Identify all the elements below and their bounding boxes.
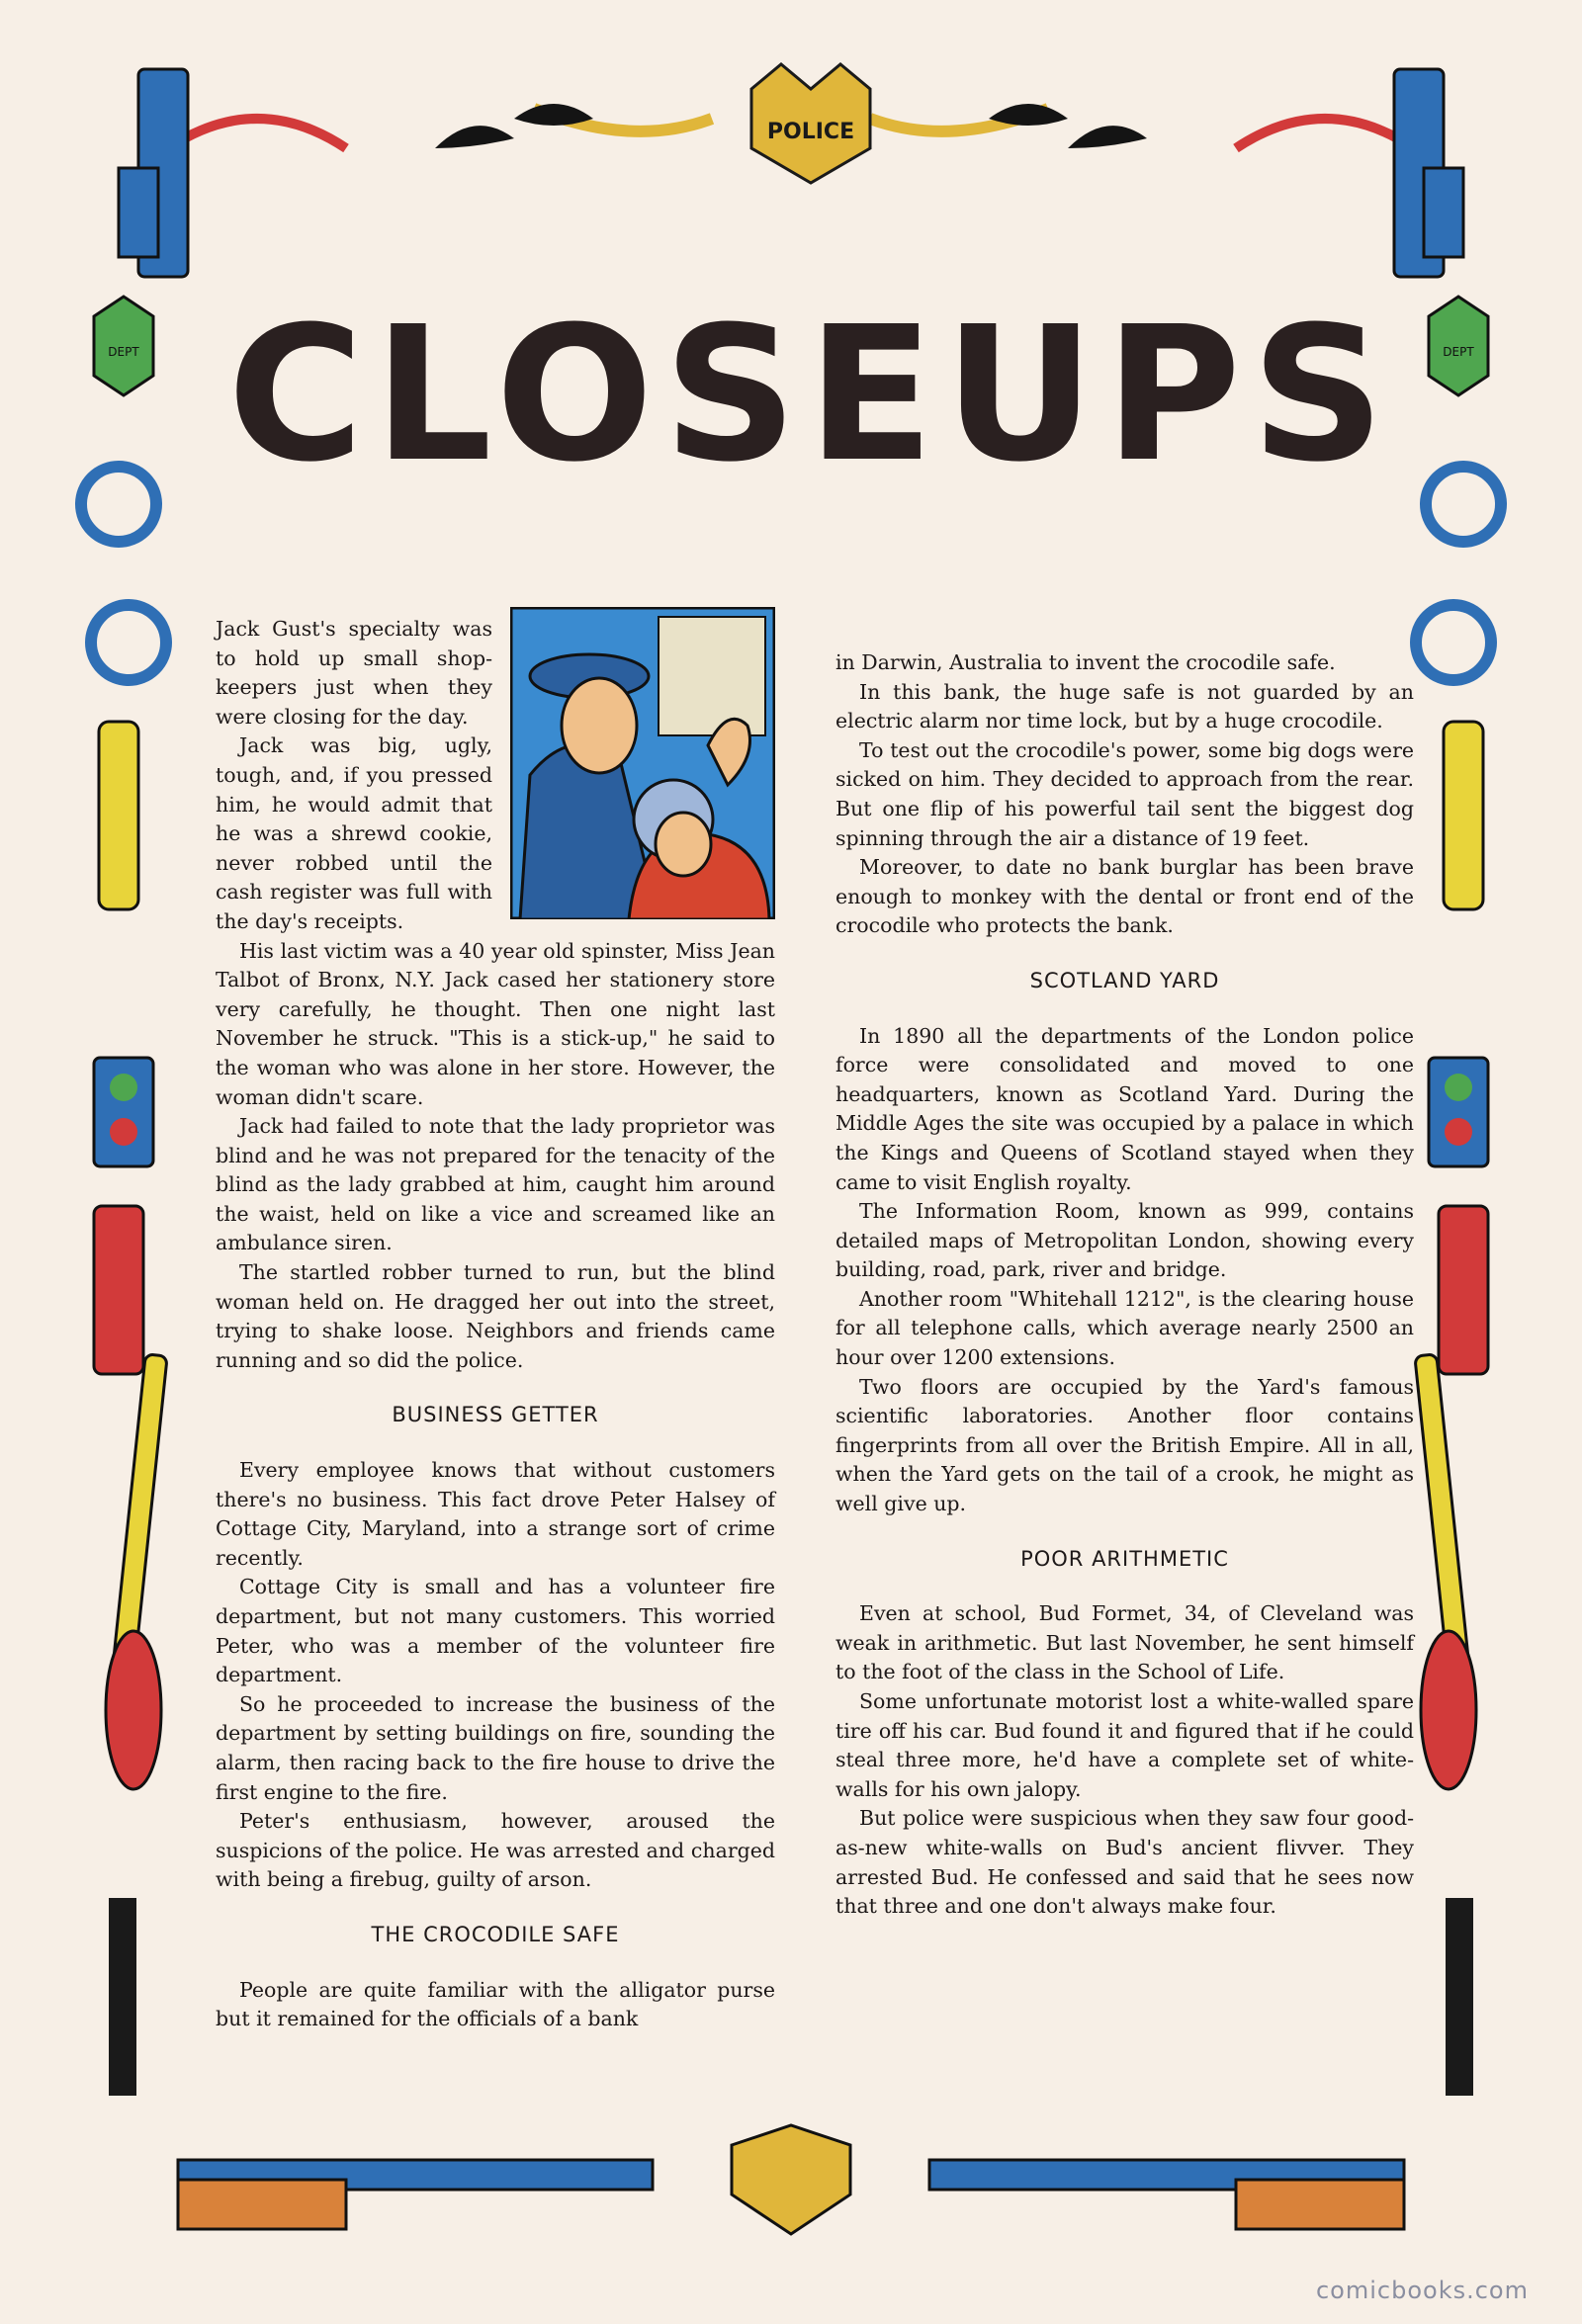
left-column bbox=[216, 615, 775, 2034]
left-badge-icon bbox=[94, 297, 153, 395]
robbery-illustration bbox=[510, 607, 775, 919]
story5-paragraph3: But police were suspicious when they saw four good-as-new white-walls on Bud's ancient flivver. They arrested Bud. He confessed and said that he sees now that three and one don't always make four. bbox=[835, 1806, 1414, 1919]
story3-paragraph3: To test out the crocodile's power, some big dogs were sicked on him. They decided to approach from the rear. But one flip of his powerful tail sent the biggest dog spinning through the air a distance of 19 feet. bbox=[835, 737, 1414, 850]
left-nightstick-icon bbox=[106, 1354, 167, 1789]
story3-heading: THE CROCODILE SAFE bbox=[371, 1922, 620, 1946]
story2-paragraph3: So he proceeded to increase the business of the department by setting buildings on fire, sounding the alarm, then racing back to the fire house to drive the first engine to the fire. bbox=[216, 1691, 775, 1804]
story1-paragraph2: Jack was big, ugly, tough, and, if you pressed him, he would admit that he was a shrewd cookie, never robbed until the cash register was full with the day's receipts. bbox=[216, 733, 492, 933]
story4-paragraph4: Two floors are occupied by the Yard's famous scientific laboratories. Another floor contains fingerprints from all over the British Empire. All in all, when the Yard gets on the tail of a crook, he might as well give up. bbox=[835, 1374, 1414, 1516]
story2-paragraph4: Peter's enthusiasm, however, aroused the suspicions of the police. He was arrested and charged with being a firebug, guilty of arson. bbox=[216, 1809, 775, 1892]
story2-paragraph2: Cottage City is small and has a volunteer fire department, but not many customers. This worried Peter, who was a member of the volunteer fire department. bbox=[216, 1575, 775, 1687]
story1-paragraph4: Jack had failed to note that the lady proprietor was blind and he was not prepared for the tenacity of the blind as the lady grabbed at him, caught him around the waist, held on like a vice and screamed like an ambulance siren. bbox=[216, 1114, 775, 1255]
story5-paragraph2: Some unfortunate motorist lost a white-walled spare tire off his car. Bud found it and figured that if he could steal three more, he'd have a complete set of white-walls for his own jalopy. bbox=[835, 1689, 1414, 1801]
badge-label: POLICE bbox=[766, 120, 855, 144]
story1-paragraph3: His last victim was a 40 year old spinster, Miss Jean Talbot of Bronx, N.Y. Jack cased her stationery store very carefully, he thought. Then one night last November he struck. "This is a stick-up," he said to the woman who was alone in her store. However, the woman didn't scare. bbox=[216, 938, 775, 1109]
story2-paragraph1: Every employee knows that without customers there's no business. This fact drove Peter Halsey of Cottage City, Maryland, into a strange sort of crime recently. bbox=[216, 1458, 775, 1570]
site-watermark: comicbooks.com bbox=[1315, 2277, 1529, 2304]
right-traffic-light-icon bbox=[1429, 1058, 1488, 1166]
right-column bbox=[835, 648, 1414, 1922]
story2-heading: BUSINESS GETTER bbox=[392, 1403, 599, 1427]
story4-paragraph2: The Information Room, known as 999, contains detailed maps of Metropolitan London, showing every building, road, park, river and bridge. bbox=[835, 1199, 1414, 1282]
page-title: CLOSEUPS bbox=[227, 287, 1395, 503]
left-handcuffs-icon bbox=[81, 467, 166, 680]
right-lantern-icon bbox=[1446, 1898, 1473, 2096]
bottom-left-rifle-icon bbox=[178, 2160, 653, 2229]
police-badge-icon bbox=[751, 64, 870, 183]
right-badge-icon bbox=[1429, 297, 1488, 395]
right-badge-label: DEPT bbox=[1443, 345, 1474, 359]
right-handcuffs-icon bbox=[1416, 467, 1501, 680]
left-traffic-light-icon bbox=[94, 1058, 153, 1166]
story1-paragraph1: Jack Gust's specialty was to hold up small shop-keepers just when they were closing for the day. bbox=[216, 617, 492, 729]
left-lantern-icon bbox=[109, 1898, 136, 2096]
left-revolver-icon bbox=[99, 722, 138, 909]
story3-paragraph4: Moreover, to date no bank burglar has been brave enough to monkey with the dental or front end of the crocodile who protects the bank. bbox=[835, 855, 1414, 938]
left-pistol-icon bbox=[119, 69, 188, 277]
story4-paragraph1: In 1890 all the departments of the London police force were consolidated and moved to one headquarters, known as Scotland Yard. During the Middle Ages the site was occupied by a palace in which the Kings and Queens of Scotland stayed when they came to visit English royalty. bbox=[835, 1023, 1414, 1194]
story3-paragraph1-start: People are quite familiar with the alligator purse but it remained for the officials of a bank bbox=[216, 1977, 775, 2031]
bottom-badge-icon bbox=[732, 2125, 850, 2234]
story1-paragraph5: The startled robber turned to run, but the blind woman held on. He dragged her out into the street, trying to shake loose. Neighbors and friends came running and so did the police. bbox=[216, 1260, 775, 1372]
story3-paragraph1-end: in Darwin, Australia to invent the crocodile safe. bbox=[835, 650, 1336, 674]
right-nightstick-icon bbox=[1415, 1354, 1476, 1789]
right-red-pistol-icon bbox=[1439, 1206, 1488, 1374]
left-badge-label: DEPT bbox=[108, 345, 139, 359]
left-red-pistol-icon bbox=[94, 1206, 143, 1374]
story3-paragraph2: In this bank, the huge safe is not guarded by an electric alarm nor time lock, but by a huge crocodile. bbox=[835, 679, 1414, 733]
bottom-right-rifle-icon bbox=[929, 2160, 1404, 2229]
story4-paragraph3: Another room "Whitehall 1212", is the clearing house for all telephone calls, which average nearly 2500 an hour over 1200 extensions. bbox=[835, 1286, 1414, 1370]
right-revolver-icon bbox=[1444, 722, 1483, 909]
story5-heading: POOR ARITHMETIC bbox=[1020, 1546, 1229, 1571]
story4-heading: SCOTLAND YARD bbox=[1029, 968, 1220, 992]
right-pistol-icon bbox=[1394, 69, 1463, 277]
story5-paragraph1: Even at school, Bud Formet, 34, of Cleveland was weak in arithmetic. But last November, he sent himself to the foot of the class in the School of Life. bbox=[835, 1601, 1414, 1684]
